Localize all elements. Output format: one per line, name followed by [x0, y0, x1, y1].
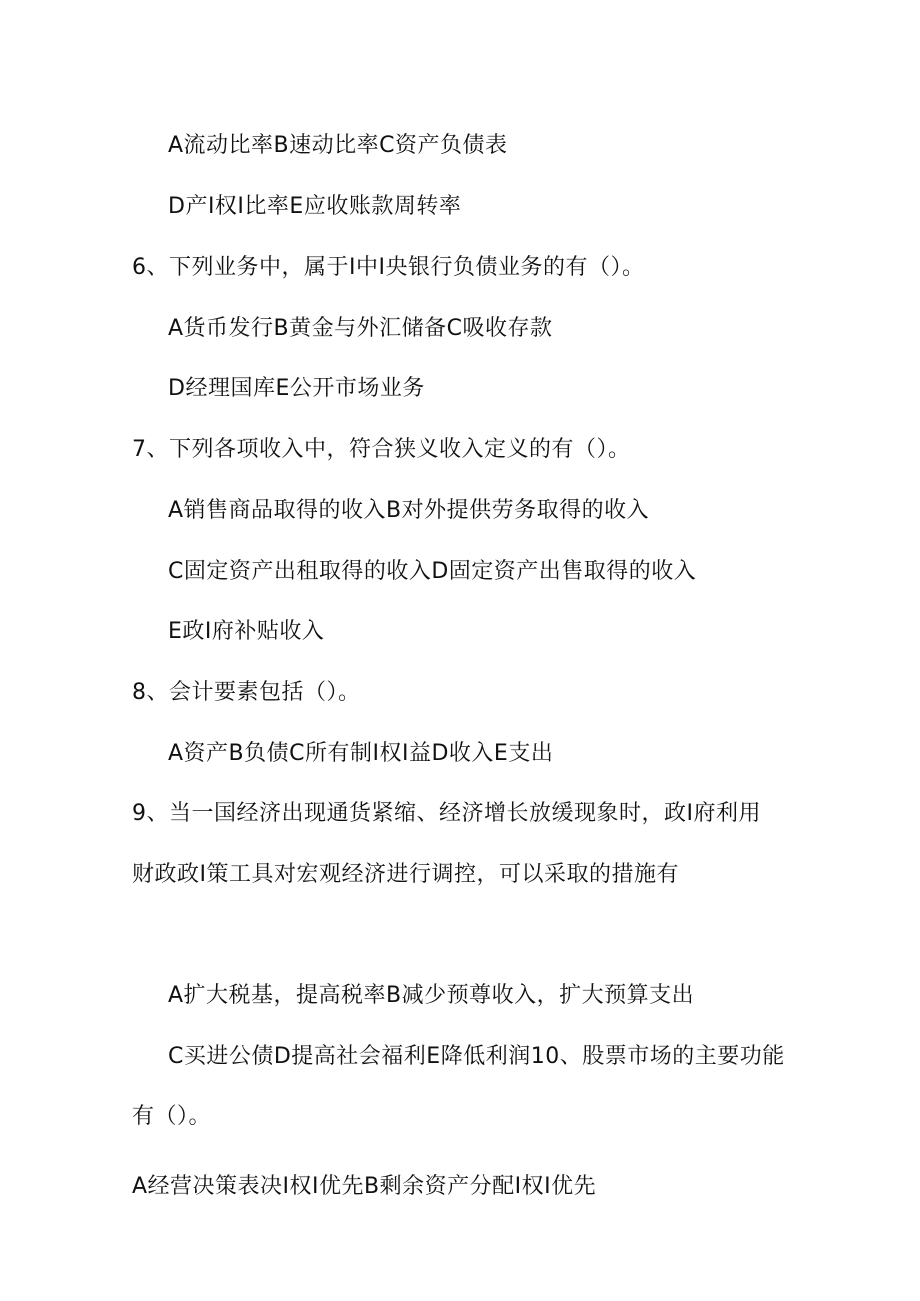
question-8-stem: 8、会计要素包括（）。 [132, 680, 361, 705]
question-9-stem-line-1: 9、当一国经济出现通货紧缩、经济增长放缓现象时，政I府利用 [132, 801, 761, 826]
question-7-options-ab: A销售商品取得的收入B对外提供劳务取得的收入 [168, 498, 650, 523]
question-9-stem-line-2: 财政政I策工具对宏观经济进行调控，可以采取的措施有 [132, 862, 679, 887]
question-7-option-e: E政I府补贴收入 [168, 619, 325, 644]
question-9-options-ab: A扩大税基，提高税率B减少预尊收入，扩大预算支出 [168, 983, 695, 1008]
question-5-options-de: D产I权I比率E应收账款周转率 [168, 194, 462, 219]
question-10-stem-continued: 有（）。 [132, 1104, 212, 1129]
question-7-options-cd: C固定资产出租取得的收入D固定资产出售取得的收入 [168, 559, 697, 584]
question-6-options-de: D经理国库E公开市场业务 [168, 376, 425, 401]
question-8-options: A资产B负债C所有制I权I益D收入E支出 [168, 741, 554, 766]
question-9-options-cde-question-10-stem: C买进公债D提高社会福利E降低利润10、股票市场的主要功能 [168, 1044, 785, 1069]
question-6-options-abc: A货币发行B黄金与外汇储备C吸收存款 [168, 316, 553, 341]
question-10-options-ab: A经营决策表决I权I优先B剩余资产分配I权I优先 [132, 1174, 597, 1199]
question-5-options-abc: A流动比率B速动比率C资产负债表 [168, 133, 508, 158]
question-6-stem: 6、下列业务中，属于I中I央银行负债业务的有（）。 [132, 255, 645, 280]
question-7-stem: 7、下列各项收入中，符合狭义收入定义的有（）。 [132, 437, 631, 462]
